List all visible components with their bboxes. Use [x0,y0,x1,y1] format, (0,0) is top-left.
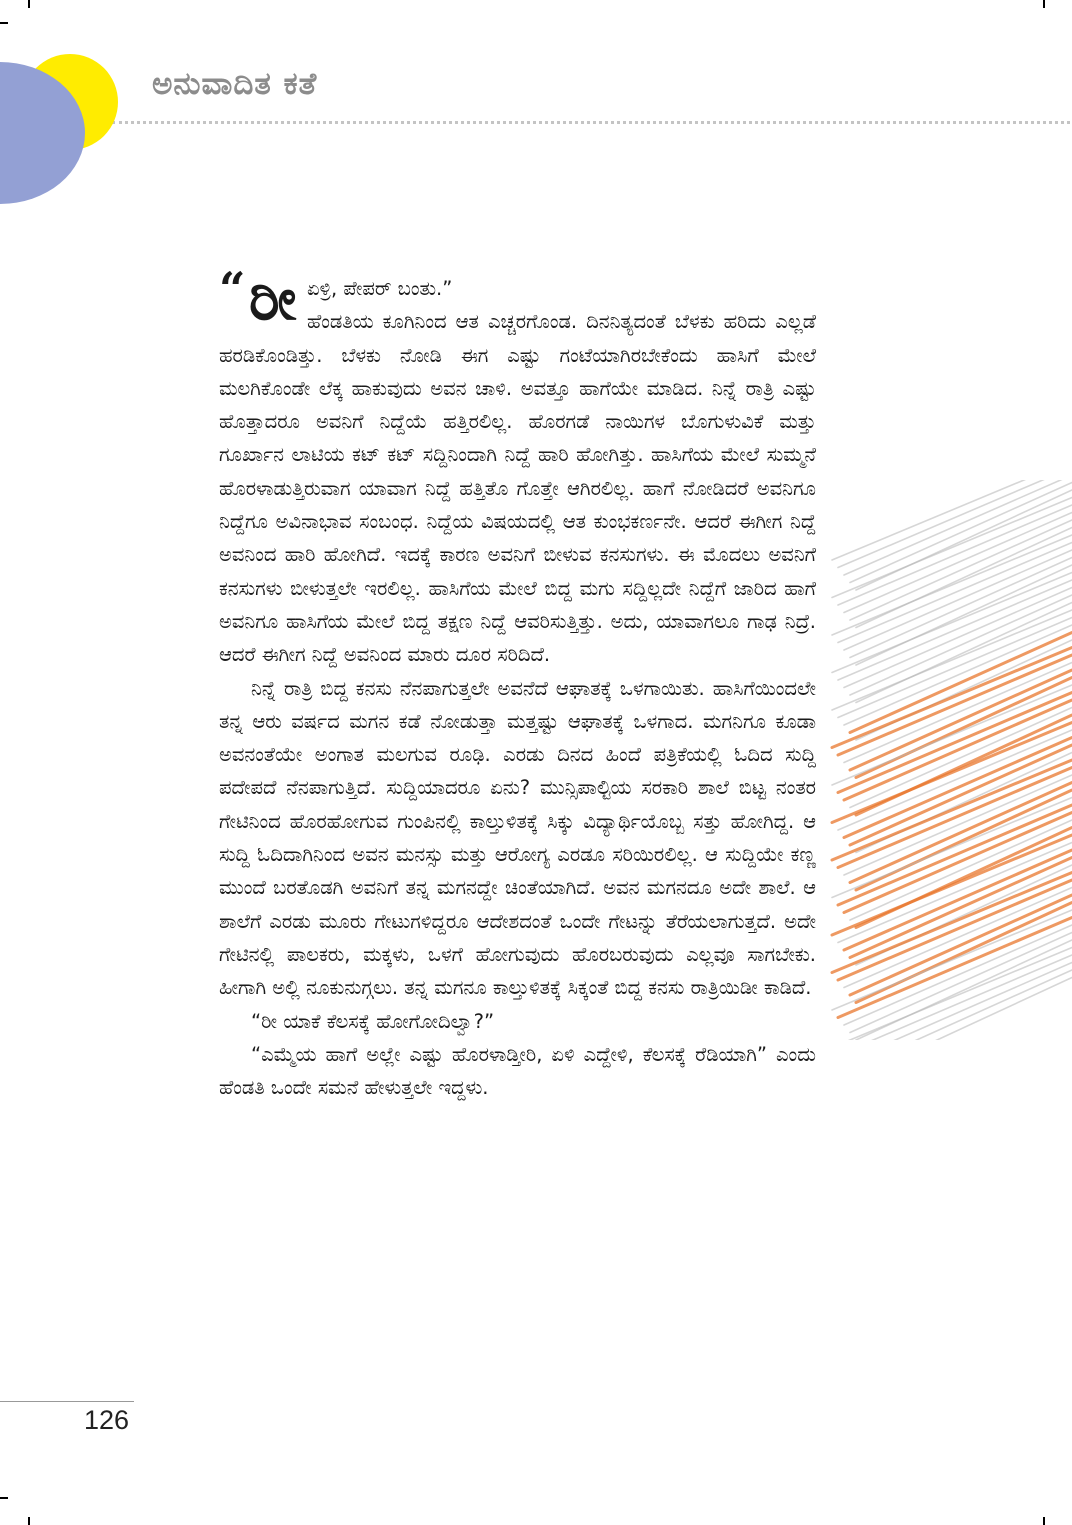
decor-streak [850,595,1072,695]
decor-streak [844,738,1072,838]
crop-mark [1043,0,1045,8]
decor-streak [838,843,1072,943]
decor-streak [850,820,1072,920]
decor-streak [844,700,1072,800]
dropcap-block [219,262,305,338]
decor-streak [838,505,1072,605]
decor-streak [838,768,1072,868]
decor-streak [844,813,1072,913]
decor-streak [838,805,1072,905]
decor-streak [850,670,1072,770]
decor-streak [850,745,1072,845]
decor-streak [838,543,1072,643]
decor-streak [844,588,1072,688]
decor-streak [844,925,1072,1025]
decor-streak [844,775,1072,875]
open-quote-glyph: “ [219,262,246,316]
decor-streak [838,618,1072,718]
decor-streak [850,858,1072,958]
opening-line: ಏಳ್ರಿ, ಪೇಪರ್ ಬಂತು.” [307,277,453,300]
decor-streak [844,888,1072,988]
decor-streak [838,580,1072,680]
decor-streak [850,783,1072,883]
story-body [219,262,816,1104]
decorative-streaks [822,480,1072,1040]
header-dotted-rule [112,121,1070,124]
decor-streak [850,558,1072,658]
dialogue-line: “ರೀ ಯಾಕೆ ಕೆಲಸಕ್ಕೆ ಹೋಗೋದಿಲ್ವಾ?” [251,1009,495,1033]
paragraph-text: ಹೆಂಡತಿಯ ಕೂಗಿನಿಂದ ಆತ ಎಚ್ಚರಗೊಂಡ. ದಿನನಿತ್ಯದಂತೆ ಬೆಳಕು ಹರಿದು ಎಲ್ಲಡೆ ಹರಡಿಕೊಂಡಿತ್ತು. ಬೆಳಕು ನೋಡಿ ಈಗ ಎಷ್ಟು ಗಂಟೆಯಾಗಿರಬೇಕೆಂದು ಹಾಸಿಗೆ ಮೇಲೆ ಮಲಗಿಕೊಂಡೇ ಲೆಕ್ಕ ಹಾಕುವುದು ಅವನ ಚಾಳಿ. ಅವತ್ತೂ ಹಾಗೆಯೇ ಮಾಡಿದ. ನಿನ್ನೆ ರಾತ್ರಿ ಎಷ್ಟು ಹೊತ್ತಾದರೂ ಅವನಿಗೆ ನಿದ್ದೆಯೆ ಹತ್ತಿರಲಿಲ್ಲ. ಹೊರಗಡೆ ನಾಯಿಗಳ ಬೊಗುಳುವಿಕೆ ಮತ್ತು ಗೂರ್ಖಾನ ಲಾಟಿಯ ಕಟ್ ಕಟ್ ಸದ್ದಿನಿಂದಾಗಿ ನಿದ್ದೆ ಹಾರಿ ಹೋಗಿತ್ತು. ಹಾಸಿಗೆಯ ಮೇಲೆ ಸುಮ್ಮನೆ ಹೊರಳಾಡುತ್ತಿರುವಾಗ ಯಾವಾಗ ನಿದ್ದೆ ಹತ್ತಿತೊ ಗೊತ್ತೇ ಆಗಿರಲಿಲ್ಲ. ಹಾಗೆ ನೋಡಿದರೆ ಅವನಿಗೂ ನಿದ್ದೆಗೂ ಅವಿನಾಭಾವ ಸಂಬಂಧ. ನಿದ್ದೆಯ ವಿಷಯದಲ್ಲಿ ಆತ ಕುಂಭಕರ್ಣನೇ. ಆದರೆ ಈಗೀಗ ನಿದ್ದೆ ಅವನಿಂದ ಹಾರಿ ಹೋಗಿದೆ. ಇದಕ್ಕೆ ಕಾರಣ ಅವನಿಗೆ ಬೀಳುವ ಕನಸುಗಳು. ಈ ಮೊದಲು ಅವನಿಗೆ ಕನಸುಗಳು ಬೀಳುತ್ತಲೇ ಇರಲಿಲ್ಲ. ಹಾಸಿಗೆಯ ಮೇಲೆ ಬಿದ್ದ ಮಗು ಸದ್ದಿಲ್ಲದೇ ನಿದ್ದೆಗೆ ಜಾರಿದ ಹಾಗೆ ಅವನಿಗೂ ಹಾಸಿಗೆಯ ಮೇಲೆ ಬಿದ್ದ ತಕ್ಷಣ ನಿದ್ದೆ ಆವರಿಸುತ್ತಿತ್ತು. ಅದು, ಯಾವಾಗಲೂ ಗಾಢ ನಿದ್ರೆ. ಆದರೆ ಈಗೀಗ ನಿದ್ದೆ ಅವನಿಂದ ಮಾರು ದೂರ ಸರಿದಿದೆ. [219,310,816,667]
decor-streak [838,655,1072,755]
dialogue-line: “ಎಮ್ಮೆಯ ಹಾಗೆ ಅಲ್ಲೇ ಎಷ್ಟು ಹೊರಳಾಡ್ತೀರಿ, ಏಳಿ ಎದ್ದೇಳಿ, ಕೆಲಸಕ್ಕೆ ರೆಡಿಯಾಗಿ” ಎಂದು ಹೆಂಡತಿ ಒಂದೇ ಸಮನೆ ಹೇಳುತ್ತಲೇ ಇದ್ದಳು. [219,1042,816,1100]
story-paragraph: ನಿನ್ನೆ ರಾತ್ರಿ ಬಿದ್ದ ಕನಸು ನೆನಪಾಗುತ್ತಲೇ ಅವನೆದೆ ಆಘಾತಕ್ಕೆ ಒಳಗಾಯಿತು. ಹಾಸಿಗೆಯಿಂದಲೇ ತನ್ನ ಆರು ವರ್ಷದ ಮಗನ ಕಡೆ ನೋಡುತ್ತಾ ಮತ್ತಷ್ಟು ಆಘಾತಕ್ಕೆ ಒಳಗಾದ. ಮಗನಿಗೂ ಕೂಡಾ ಅವನಂತೆಯೇ ಅಂಗಾತ ಮಲಗುವ ರೂಢಿ. ಎರಡು ದಿನದ ಹಿಂದೆ ಪತ್ರಿಕೆಯಲ್ಲಿ ಓದಿದ ಸುದ್ದಿ ಪದೇಪದೆ ನೆನಪಾಗುತ್ತಿದೆ. ಸುದ್ದಿಯಾದರೂ ಏನು? ಮುನ್ಸಿಪಾಲ್ಟಿಯ ಸರಕಾರಿ ಶಾಲೆ ಬಿಟ್ಟ ನಂತರ ಗೇಟಿನಿಂದ ಹೊರಹೋಗುವ ಗುಂಪಿನಲ್ಲಿ ಕಾಲ್ತುಳಿತಕ್ಕೆ ಸಿಕ್ಕು ವಿದ್ಯಾರ್ಥಿಯೊಬ್ಬ ಸತ್ತು ಹೋಗಿದ್ದ. ಆ ಸುದ್ದಿ ಓದಿದಾಗಿನಿಂದ ಅವನ ಮನಸ್ಸು ಮತ್ತು ಆರೋಗ್ಯ ಎರಡೂ ಸರಿಯಿರಲಿಲ್ಲ. ಆ ಸುದ್ದಿಯೇ ಕಣ್ಣ ಮುಂದೆ ಬರತೊಡಗಿ ಅವನಿಗೆ ತನ್ನ ಮಗನದ್ದೇ ಚಿಂತೆಯಾಗಿದೆ. ಅವನ ಮಗನದೂ ಅದೇ ಶಾಲೆ. ಆ ಶಾಲೆಗೆ ಎರಡು ಮೂರು ಗೇಟುಗಳಿದ್ದರೂ ಆದೇಶದಂತೆ ಒಂದೇ ಗೇಟನ್ನು ತೆರೆಯಲಾಗುತ್ತದೆ. ಅದೇ ಗೇಟಿನಲ್ಲಿ ಪಾಲಕರು, ಮಕ್ಕಳು, ಒಳಗೆ ಹೋಗುವುದು ಹೊರಬರುವುದು ಎಲ್ಲವೂ ಸಾಗಬೇಕು. ಹೀಗಾಗಿ ಅಲ್ಲಿ ನೂಕುನುಗ್ಗಲು. ತನ್ನ ಮಗನೂ ಕಾಲ್ತುಳಿತಕ್ಕೆ ಸಿಕ್ಕಂತೆ ಬಿದ್ದ ಕನಸು ರಾತ್ರಿಯಿಡೀ ಕಾಡಿದೆ. [219,676,816,1000]
dropcap-letter: ರೀ [249,265,297,333]
decor-streak [850,708,1072,808]
decor-streak [850,483,1072,583]
decor-streak [838,918,1072,1018]
page-number: 126 [84,1405,130,1435]
decor-streak [838,730,1072,830]
decor-streak [844,850,1072,950]
crop-mark [0,22,8,24]
decor-streak [838,880,1072,980]
crop-mark [0,1497,8,1499]
crop-mark [28,1517,30,1525]
decor-streak [850,633,1072,733]
decor-streak [844,550,1072,650]
crop-mark [1043,1517,1045,1525]
decor-streak [844,625,1072,725]
story-first-paragraph [219,262,816,672]
decor-streak [844,513,1072,613]
decor-streak [838,693,1072,793]
decor-streak [850,895,1072,995]
decor-streak [850,520,1072,620]
decor-streak [844,663,1072,763]
decor-streak [850,933,1072,1033]
page-number-rule [0,1401,134,1402]
section-title: ಅನುವಾದಿತ ಕತೆ [152,66,318,102]
crop-mark [28,0,30,8]
